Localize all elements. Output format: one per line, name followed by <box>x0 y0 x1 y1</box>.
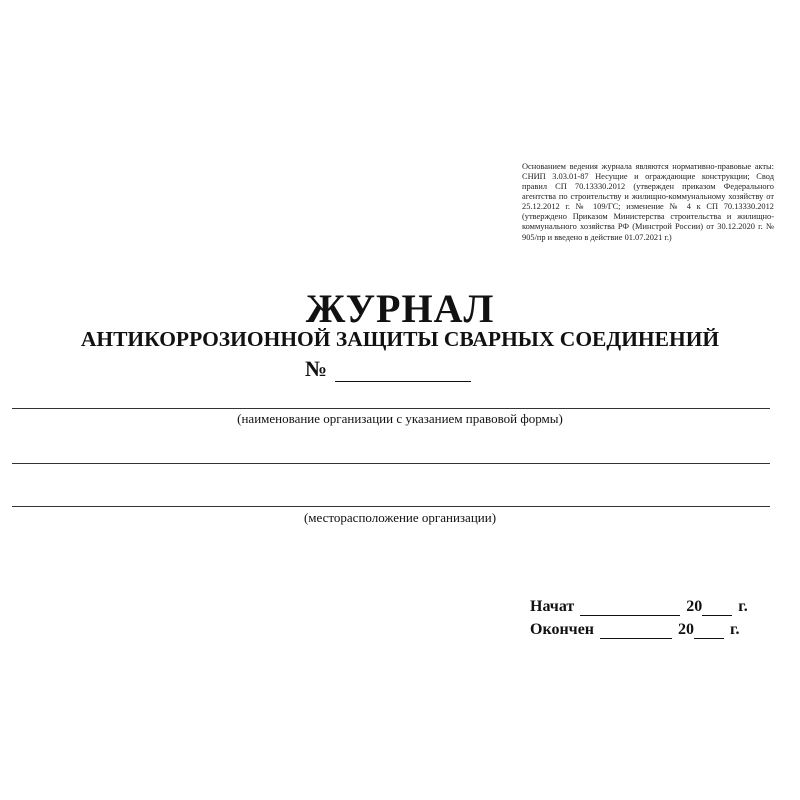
journal-subtitle: АНТИКОРРОЗИОННОЙ ЗАЩИТЫ СВАРНЫХ СОЕДИНЕНИЙ <box>80 327 720 351</box>
organization-location-caption: (месторасположение организации) <box>303 510 497 525</box>
organization-name-line <box>12 408 770 409</box>
legal-basis-note: Основанием ведения журнала являются нормативно-правовые акты: СНИП 3.03.01-87 Несущие и ограждающие конструкции; Свод правил СП 70.13330.2012 (утвержден приказом Федерального агентства по строительству и жилищно-коммунальному хозяйству от 25.12.2012 г. № 109/ГС; изменение № 4 к СП 70.13330.2012 (утверждено Приказом Министерства строительства и жилищно-коммунального хозяйства РФ (Минстрой России) от 30.12.2020 г. № 905/пр и введено в действие 01.07.2021 г.) <box>522 162 774 242</box>
organization-name-line-2 <box>12 463 770 464</box>
started-row <box>530 595 748 616</box>
journal-number <box>305 356 471 382</box>
started-year-suffix: г. <box>738 598 748 615</box>
ended-century: 20 <box>678 621 695 638</box>
ended-row <box>530 618 748 639</box>
started-label: Начат <box>530 598 575 615</box>
ended-year-suffix: г. <box>730 621 740 638</box>
started-date-blank <box>580 600 680 616</box>
number-blank-line <box>335 359 471 382</box>
organization-location-line <box>12 506 770 507</box>
ended-date-blank <box>600 623 672 639</box>
journal-dates <box>530 595 748 641</box>
organization-name-caption: (наименование организации с указанием правовой формы) <box>237 411 563 426</box>
number-sign: № <box>305 356 328 381</box>
started-century: 20 <box>686 598 703 615</box>
ended-year-blank <box>694 623 724 639</box>
started-year-blank <box>702 600 732 616</box>
ended-label: Окончен <box>530 621 595 638</box>
journal-title: ЖУРНАЛ <box>305 286 495 331</box>
